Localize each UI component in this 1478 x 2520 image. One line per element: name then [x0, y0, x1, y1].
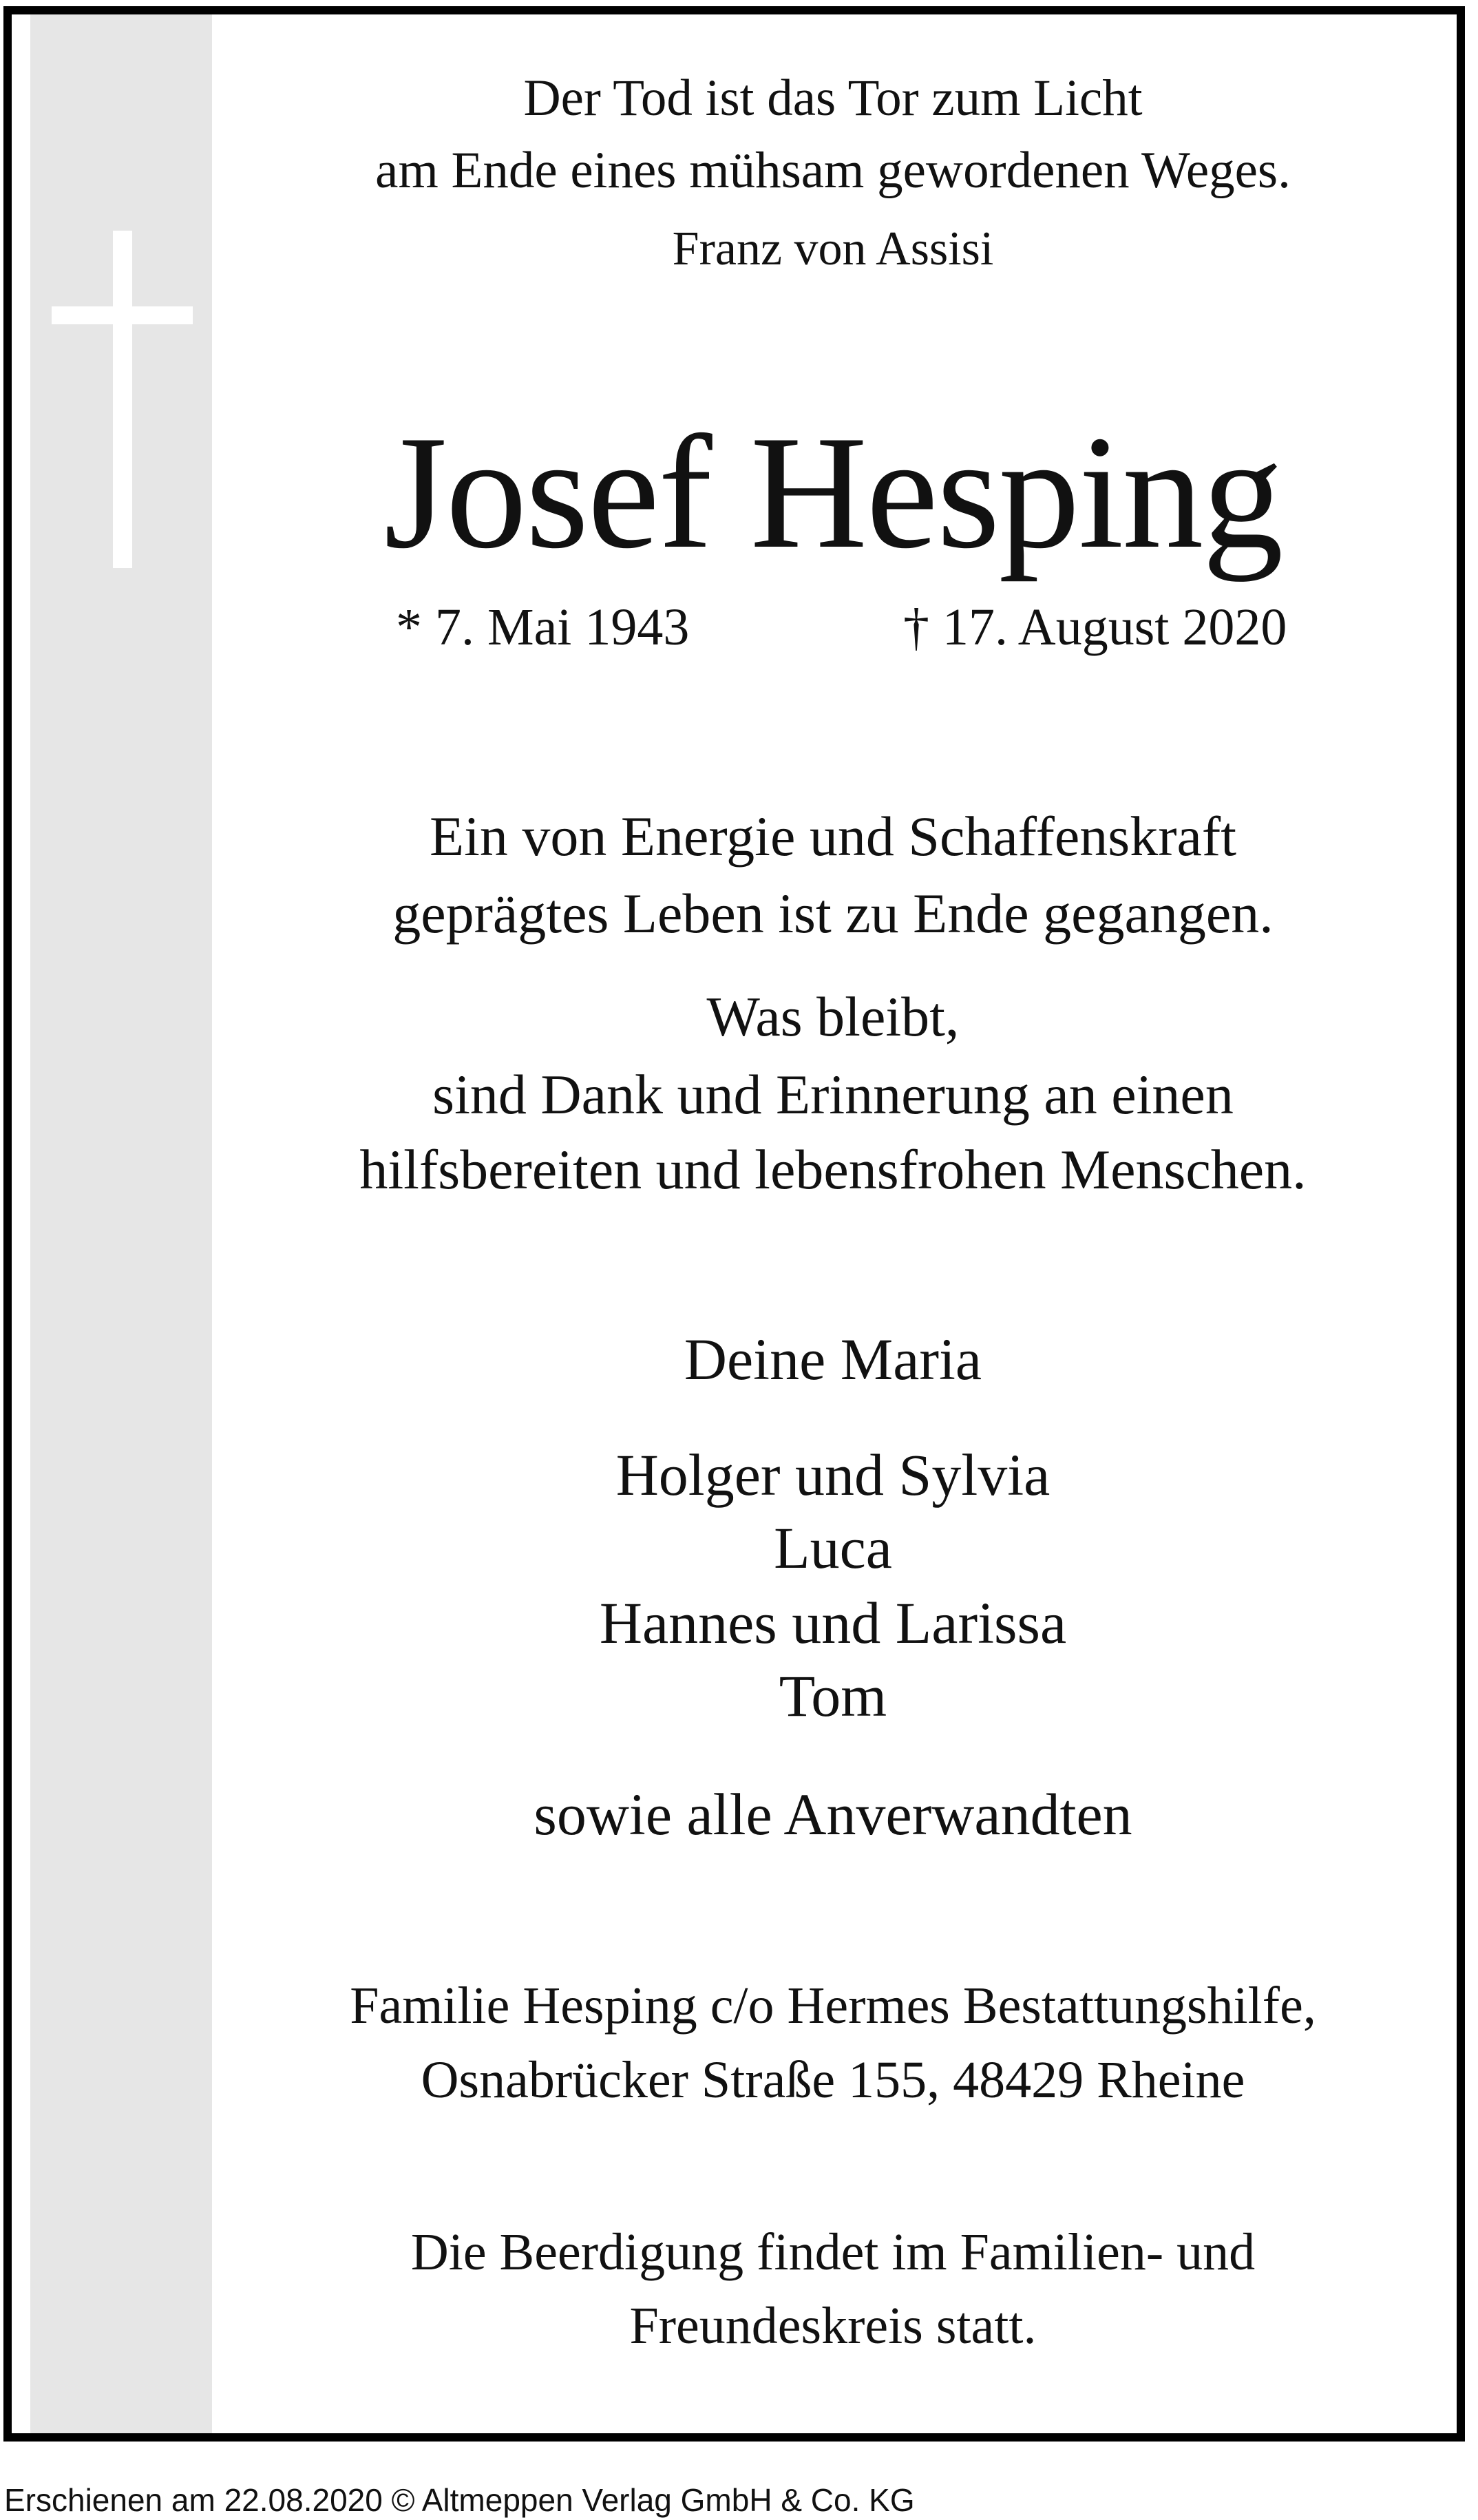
address-line-1: Familie Hesping c/o Hermes Bestattungshilfe,: [350, 1977, 1316, 2035]
deceased-name: Josef Hesping: [383, 403, 1282, 582]
motto-line-2: am Ende eines mühsam gewordenen Weges.: [375, 142, 1291, 199]
cross-vertical-bar: [113, 231, 132, 568]
address-line-2: Osnabrücker Straße 155, 48429 Rheine: [421, 2051, 1245, 2109]
funeral-note-line-1: Die Beerdigung findet im Familien- und: [410, 2223, 1256, 2281]
tribute-line-3: Was bleibt,: [706, 985, 960, 1048]
death-date: † 17. August 2020: [903, 598, 1287, 656]
mourner-others: sowie alle Anverwandten: [534, 1781, 1132, 1847]
tribute-line-2: geprägtes Leben ist zu Ende gegangen.: [392, 882, 1274, 945]
mourner-line-1: Holger und Sylvia: [615, 1442, 1051, 1508]
funeral-note-line-2: Freundeskreis statt.: [629, 2297, 1037, 2355]
tribute-line-1: Ein von Energie und Schaffenskraft: [430, 805, 1236, 868]
mourner-line-3: Hannes und Larissa: [599, 1590, 1067, 1656]
mourner-line-4: Tom: [779, 1663, 887, 1729]
motto-attribution: Franz von Assisi: [672, 222, 994, 275]
mourner-line-2: Luca: [774, 1515, 892, 1581]
birth-date: * 7. Mai 1943: [396, 598, 690, 656]
publication-footer: Erschienen am 22.08.2020 © Altmeppen Verlag GmbH & Co. KG: [4, 2482, 915, 2518]
motto-line-1: Der Tod ist das Tor zum Licht: [523, 70, 1143, 127]
tribute-line-4: sind Dank und Erinnerung an einen: [432, 1063, 1234, 1126]
mourner-spouse: Deine Maria: [684, 1326, 982, 1392]
tribute-line-5: hilfsbereiten und lebensfrohen Menschen.: [359, 1138, 1307, 1201]
cross-horizontal-bar: [52, 306, 193, 324]
